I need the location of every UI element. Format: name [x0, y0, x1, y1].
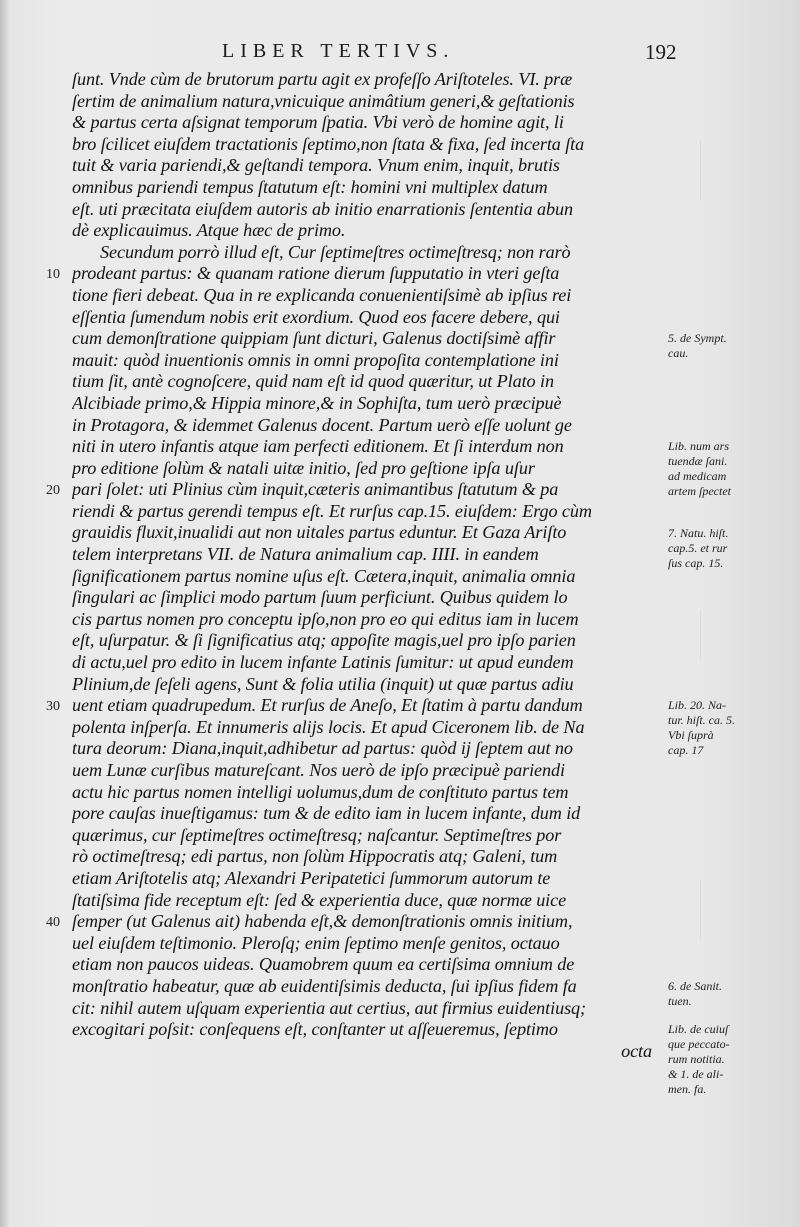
text-line: ſtatiſsima fide receptum eſt: ſed & experientia duce, quæ normæ uice [72, 889, 567, 910]
text-line: tura deorum: Diana,inquit,adhibetur ad partus: quòd ij ſeptem aut no [72, 738, 573, 759]
text-line: omnibus pariendi tempus ſtatutum eſt: homini vni multiplex datum [72, 176, 548, 197]
bleed-through-decoration [700, 880, 791, 940]
line-number: 20 [46, 483, 60, 499]
text-line: niti in utero infantis atque iam perfecti editionem. Et ſi interdum non [72, 436, 564, 457]
text-line: tuit & varia pariendi,& geſtandi tempora. Vnum enim, inquit, brutis [72, 155, 560, 176]
line-number: 10 [46, 267, 60, 283]
text-line: cit: nihil autem uſquam experientia aut certius, aut firmius euidentius​q; [72, 997, 587, 1018]
margin-note-line: men. fa. [668, 1082, 707, 1097]
text-line: di actu,uel pro edito in lucem infante Latinis ſumitur: ut apud eundem [72, 652, 574, 673]
margin-note-line: tuen. [668, 994, 692, 1009]
text-line: Secundum porrò illud eſt, Cur ſeptimeſtres octimeſtres​q; non rarò [100, 241, 571, 262]
text-line: actu hic partus nomen intelligi uolumus,dum de conſtituto partus tem [72, 781, 569, 802]
margin-note [668, 1022, 788, 1097]
text-line: monſtratio habeatur, quæ ab euidentiſsimis deducta, ſui ipſius fidem fa [72, 975, 577, 996]
text-line: grauidis fluxit,inualidi aut non uitales partus eduntur. Et Gaza Ariſto [72, 522, 567, 543]
margin-note [668, 331, 788, 361]
margin-note-line: rum notitia. [668, 1052, 725, 1067]
text-line: eſt, uſurpatur. & ſi ſignificatius atq; appoſite magis,uel pro ipſo parien [72, 630, 576, 651]
text-line: etiam Ariſtotelis atq; Alexandri Peripatetici ſummorum autorum te [72, 867, 551, 888]
text-line: riendi & partus gerendi tempus eſt. Et rurſus cap.15. eiuſdem: Ergo cùm [72, 500, 592, 521]
text-line: octa [621, 1040, 652, 1061]
margin-note [668, 698, 788, 758]
text-line: eſſentia ſumendum nobis erit exordium. Quod eos facere debere, qui [72, 306, 560, 327]
text-line: ſingulari ac ſimplici modo partum ſuum perficiunt. Quibus quidem lo [72, 587, 568, 608]
margin-note-line: cap. 17 [668, 743, 704, 758]
margin-note-line: Lib. de cuiuſ [668, 1022, 729, 1037]
text-line: polenta inſperſa. Et innumeris alijs locis. Et apud Ciceronem lib. de Na [72, 716, 585, 737]
margin-note-line: & 1. de ali- [668, 1067, 724, 1082]
text-line: tium ſit, antè cognoſcere, quid nam eſt id quod quæritur, ut Plato in [72, 371, 554, 392]
text-line: mauit: quòd inuentionis omnis in omni propoſita contemplatione ini [72, 349, 559, 370]
text-line: uent etiam quadrupedum. Et rurſus de Aneſo, Et ſtatim à partu dandum [72, 695, 583, 716]
text-line: pore cauſas inueſtigamus: tum & de edito iam in lucem infante, dum id [72, 803, 581, 824]
text-line: etiam non paucos uideas. Quamobrem quum ea certiſsima omnium de [72, 954, 575, 975]
margin-note [668, 526, 788, 571]
text-line: ſemper (ut Galenus ait) habenda eſt,& demonſtrationis omnis initium, [72, 911, 573, 932]
margin-note-line: Lib. 20. Na- [668, 698, 727, 713]
text-line: pro editione ſolùm & natali uitæ initio, ſed pro geſtione ipſa uſur [72, 457, 535, 478]
margin-note-line: 7. Natu. hiſt. [668, 525, 729, 540]
margin-note-line: cau. [668, 346, 689, 361]
text-line: bro ſcilicet eiuſdem tractationis ſeptimo,non ſtata & fixa, ſed incerta ſta [72, 133, 585, 154]
text-line: Plinium,de ſeſeli agens, Sunt & folia utilia (inquit) ut quæ partus adiu [72, 673, 574, 694]
margin-note-line: Vbi ſuprà [668, 728, 714, 743]
margin-note-line: que peccato- [668, 1037, 730, 1052]
text-line: cis partus nomen pro conceptu ipſo,non pro eo qui editus iam in lucem [72, 608, 579, 629]
text-line: cum demonſtratione quippiam ſunt dicturi, Galenus doctiſsimè affir [72, 328, 556, 349]
margin-note [668, 439, 788, 499]
text-line: ſignificationem partus nomine uſus eſt. Cætera,inquit, animalia omnia [72, 565, 576, 586]
margin-note-line: tuendæ ſani. [668, 454, 728, 469]
margin-note-line: cap.5. et rur [668, 540, 728, 555]
text-line: in Protagora, & idemmet Galenus docent. Partum uerò eſſe uolunt ge [72, 414, 572, 435]
margin-note-line: ad medicam [668, 469, 727, 484]
line-number: 40 [46, 915, 60, 931]
line-number: 30 [46, 699, 60, 715]
text-line: excogitari poſsit: conſequens eſt, conſtanter ut aſſeueremus, ſeptimo [72, 1019, 558, 1040]
text-line: telem interpretans VII. de Natura animalium cap. IIII. in eandem [72, 544, 539, 565]
margin-note-line: Lib. num ars [668, 439, 730, 454]
text-line: ſertim de animalium natura,vnicuique animâtium generi,& geſtationis [72, 90, 575, 111]
text-line: & partus certa aſsignat temporum ſpatia. Vbi verò de homine agit, li [72, 112, 564, 133]
body-text [72, 69, 662, 1062]
margin-note-line: 5. de Sympt. [668, 331, 727, 346]
margin-note-line: ſus cap. 15. [668, 555, 724, 570]
text-line: quærimus, cur ſeptimeſtres octimeſtres​q; naſcantur. Septimeſtres por [72, 824, 562, 845]
margin-note-line: artem ſpectet [668, 484, 731, 499]
text-line: uel eiuſdem teſtimonio. Pleroſ​q; enim ſeptimo menſe genitos, octauo [72, 932, 560, 953]
running-head: LIBER TERTIVS. [222, 40, 455, 62]
text-line: dè explicauimus. Atque hæc de primo. [72, 220, 346, 241]
text-line: ſunt. Vnde cùm de brutorum partu agit ex profeſſo Ariſtoteles. VI. præ [72, 69, 573, 89]
text-line: eſt. uti præcitata eiuſdem autoris ab initio enarrationis ſententia abun [72, 198, 574, 219]
bleed-through-decoration [700, 610, 791, 660]
margin-note-line: 6. de Sanit. [668, 979, 722, 994]
text-line: tione fieri debeat. Qua in re explicanda conuenientiſsimè ab ipſius rei [72, 284, 572, 305]
text-line: uem Lunæ curſibus matureſcant. Nos uerò de ipſo præcipuè pariendi [72, 760, 565, 780]
page-number: 192 [645, 40, 677, 64]
margin-note-line: tur. hiſt. ca. 5. [668, 713, 736, 728]
bleed-through-decoration [700, 140, 791, 200]
page-header [0, 40, 800, 66]
text-line: pari ſolet: uti Plinius cùm inquit,cæteris animantibus ſtatutum & pa [72, 479, 559, 500]
text-line: Alcibiade primo,& Hippia minore,& in Sophiſta, tum uerò præcipuè [72, 392, 562, 413]
margin-note [668, 979, 788, 1009]
text-line: prodeant partus: & quanam ratione dierum ſupputatio in vteri geſta [72, 263, 560, 284]
text-line: rò octimeſtres​q; edi partus, non ſolùm Hippocratis atq; Galeni, tum [72, 846, 558, 867]
